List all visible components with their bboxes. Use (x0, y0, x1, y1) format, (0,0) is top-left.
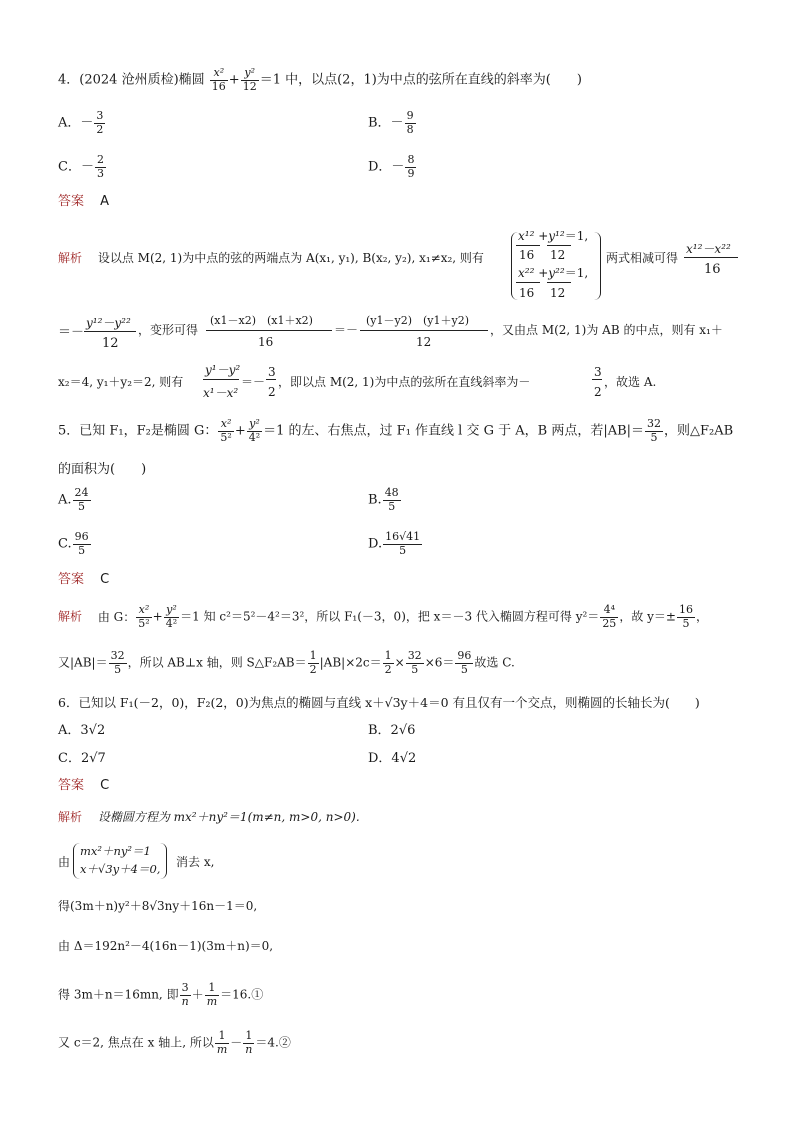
q5-stem-line2: 的面积为( ) (58, 462, 147, 477)
solution-label: 解析 (58, 609, 83, 624)
q4-answer (58, 195, 109, 208)
q5-option-b: B. $\frac{48}{5}$ (368, 486, 399, 513)
q4-system-brace (511, 232, 518, 300)
q6-option-a: A．3√2 (58, 723, 106, 738)
q6-solution-line1: 解析 设椭圆方程为 mx²＋ny²＝1(m≠n, m>0, n>0). (58, 810, 360, 824)
answer-label: 答案 (58, 572, 85, 587)
q5-option-c: C. $\frac{96}{5}$ (58, 530, 89, 557)
answer-label: 答案 (58, 778, 85, 793)
q6-option-c: C．2√7 (58, 751, 106, 766)
q6-solution-line6: 又 c＝2, 焦点在 x 轴上, 所以 $\frac{1}{m}$ － $\frac{1}{n}$ ＝4.② (58, 1029, 291, 1056)
q4-option-c: C．－ $\frac{2}{3}$ (58, 153, 104, 180)
answer-value: A (100, 194, 110, 209)
q6-answer (58, 779, 109, 792)
q6-stem: 6．已知以 F₁(－2，0)，F₂(2，0)为焦点的椭圆与直线 x＋√3y＋4＝0 有且仅有一个交点，则椭圆的长轴长为( ) (58, 695, 700, 710)
q4-system-brace-right (594, 232, 601, 300)
q6-solution-line4: 由 Δ＝192n²－4(16n－1)(3m＋n)＝0, (58, 939, 274, 953)
answer-value: C (100, 572, 110, 587)
q6-system-brace (73, 843, 80, 879)
q5-answer (58, 573, 109, 586)
q5-option-a: A. $\frac{24}{5}$ (58, 486, 89, 513)
answer-value: C (100, 778, 110, 793)
q5-solution-line1: 解析 由 G： $\frac{\text{x²}}{\text{5²}}$ + $\frac{\text{y²}}{\text{4²}}$ ＝1 知 c²＝5²－4²＝3²，所以 F₁(－3，0)，把 x＝－3 代入椭圆方程可得 y²＝ $\frac{\text{4⁴}}{25}$ ，故 y＝± $\frac{16}{5}$ ， (58, 603, 708, 630)
answer-label: 答案 (58, 194, 85, 209)
q4-frac-x: $\frac{\text{x²}}{16}$ (211, 66, 226, 93)
solution-label: 解析 (58, 810, 83, 824)
q4-frac-y: $\frac{\text{y²}}{12}$ (242, 66, 257, 93)
q5-solution-line2: 又|AB|＝ $\frac{32}{5}$ ，所以 AB⊥x 轴，则 S△F₂AB＝ $\frac{1}{2}$ |AB|×2c＝ $\frac{1}{2}$ × $\frac{32}{5}$ ×6＝ $\frac{96}{5}$ 故选 C. (58, 649, 515, 676)
q4-solution-line1: 解析 设以点 M(2, 1)为中点的弦的两端点为 A(x₁, y₁), B(x₂, y₂), x₁≠x₂, 则有 (58, 251, 484, 265)
q5-option-d: D. $\frac{16√41}{5}$ (368, 530, 421, 557)
q4-option-a: A．－ $\frac{3}{2}$ (58, 109, 104, 136)
q4-system-eq2: x²² +y²²＝1, (518, 266, 589, 280)
solution-label: 解析 (58, 251, 83, 265)
q6-solution-line3: 得(3m＋n)y²＋8√3ny＋16n－1＝0, (58, 899, 258, 913)
q6-option-b: B．2√6 (368, 723, 416, 738)
q6-option-d: D．4√2 (368, 751, 417, 766)
q5-stem-line1: 5．已知 F₁，F₂是椭圆 G： $\frac{\text{x²}}{\text{5²}}$ + $\frac{\text{y²}}{\text{4²}}$ ＝1 的左、右焦点，过 F₁ 作直线 l 交 G 于 A，B 两点，若|AB|＝ $\frac{32}{5}$ ，则△F₂AB (58, 417, 734, 444)
q4-stem: 4．(2024 沧州质检)椭圆 $\frac{\text{x²}}{16}$ + $\frac{\text{y²}}{12}$ ＝1 中，以点(2，1)为中点的弦所在直线的斜率为( ) (58, 66, 582, 93)
q6-solution-line5: 得 3m＋n＝16mn, 即 $\frac{3}{n}$ ＋ $\frac{1}{m}$ ＝16.① (58, 981, 264, 1008)
q4-option-d: D．－ $\frac{8}{9}$ (368, 153, 415, 180)
q4-option-b: B．－ $\frac{9}{8}$ (368, 109, 414, 136)
q4-system-eq1: x¹² +y¹²＝1, (518, 229, 589, 243)
